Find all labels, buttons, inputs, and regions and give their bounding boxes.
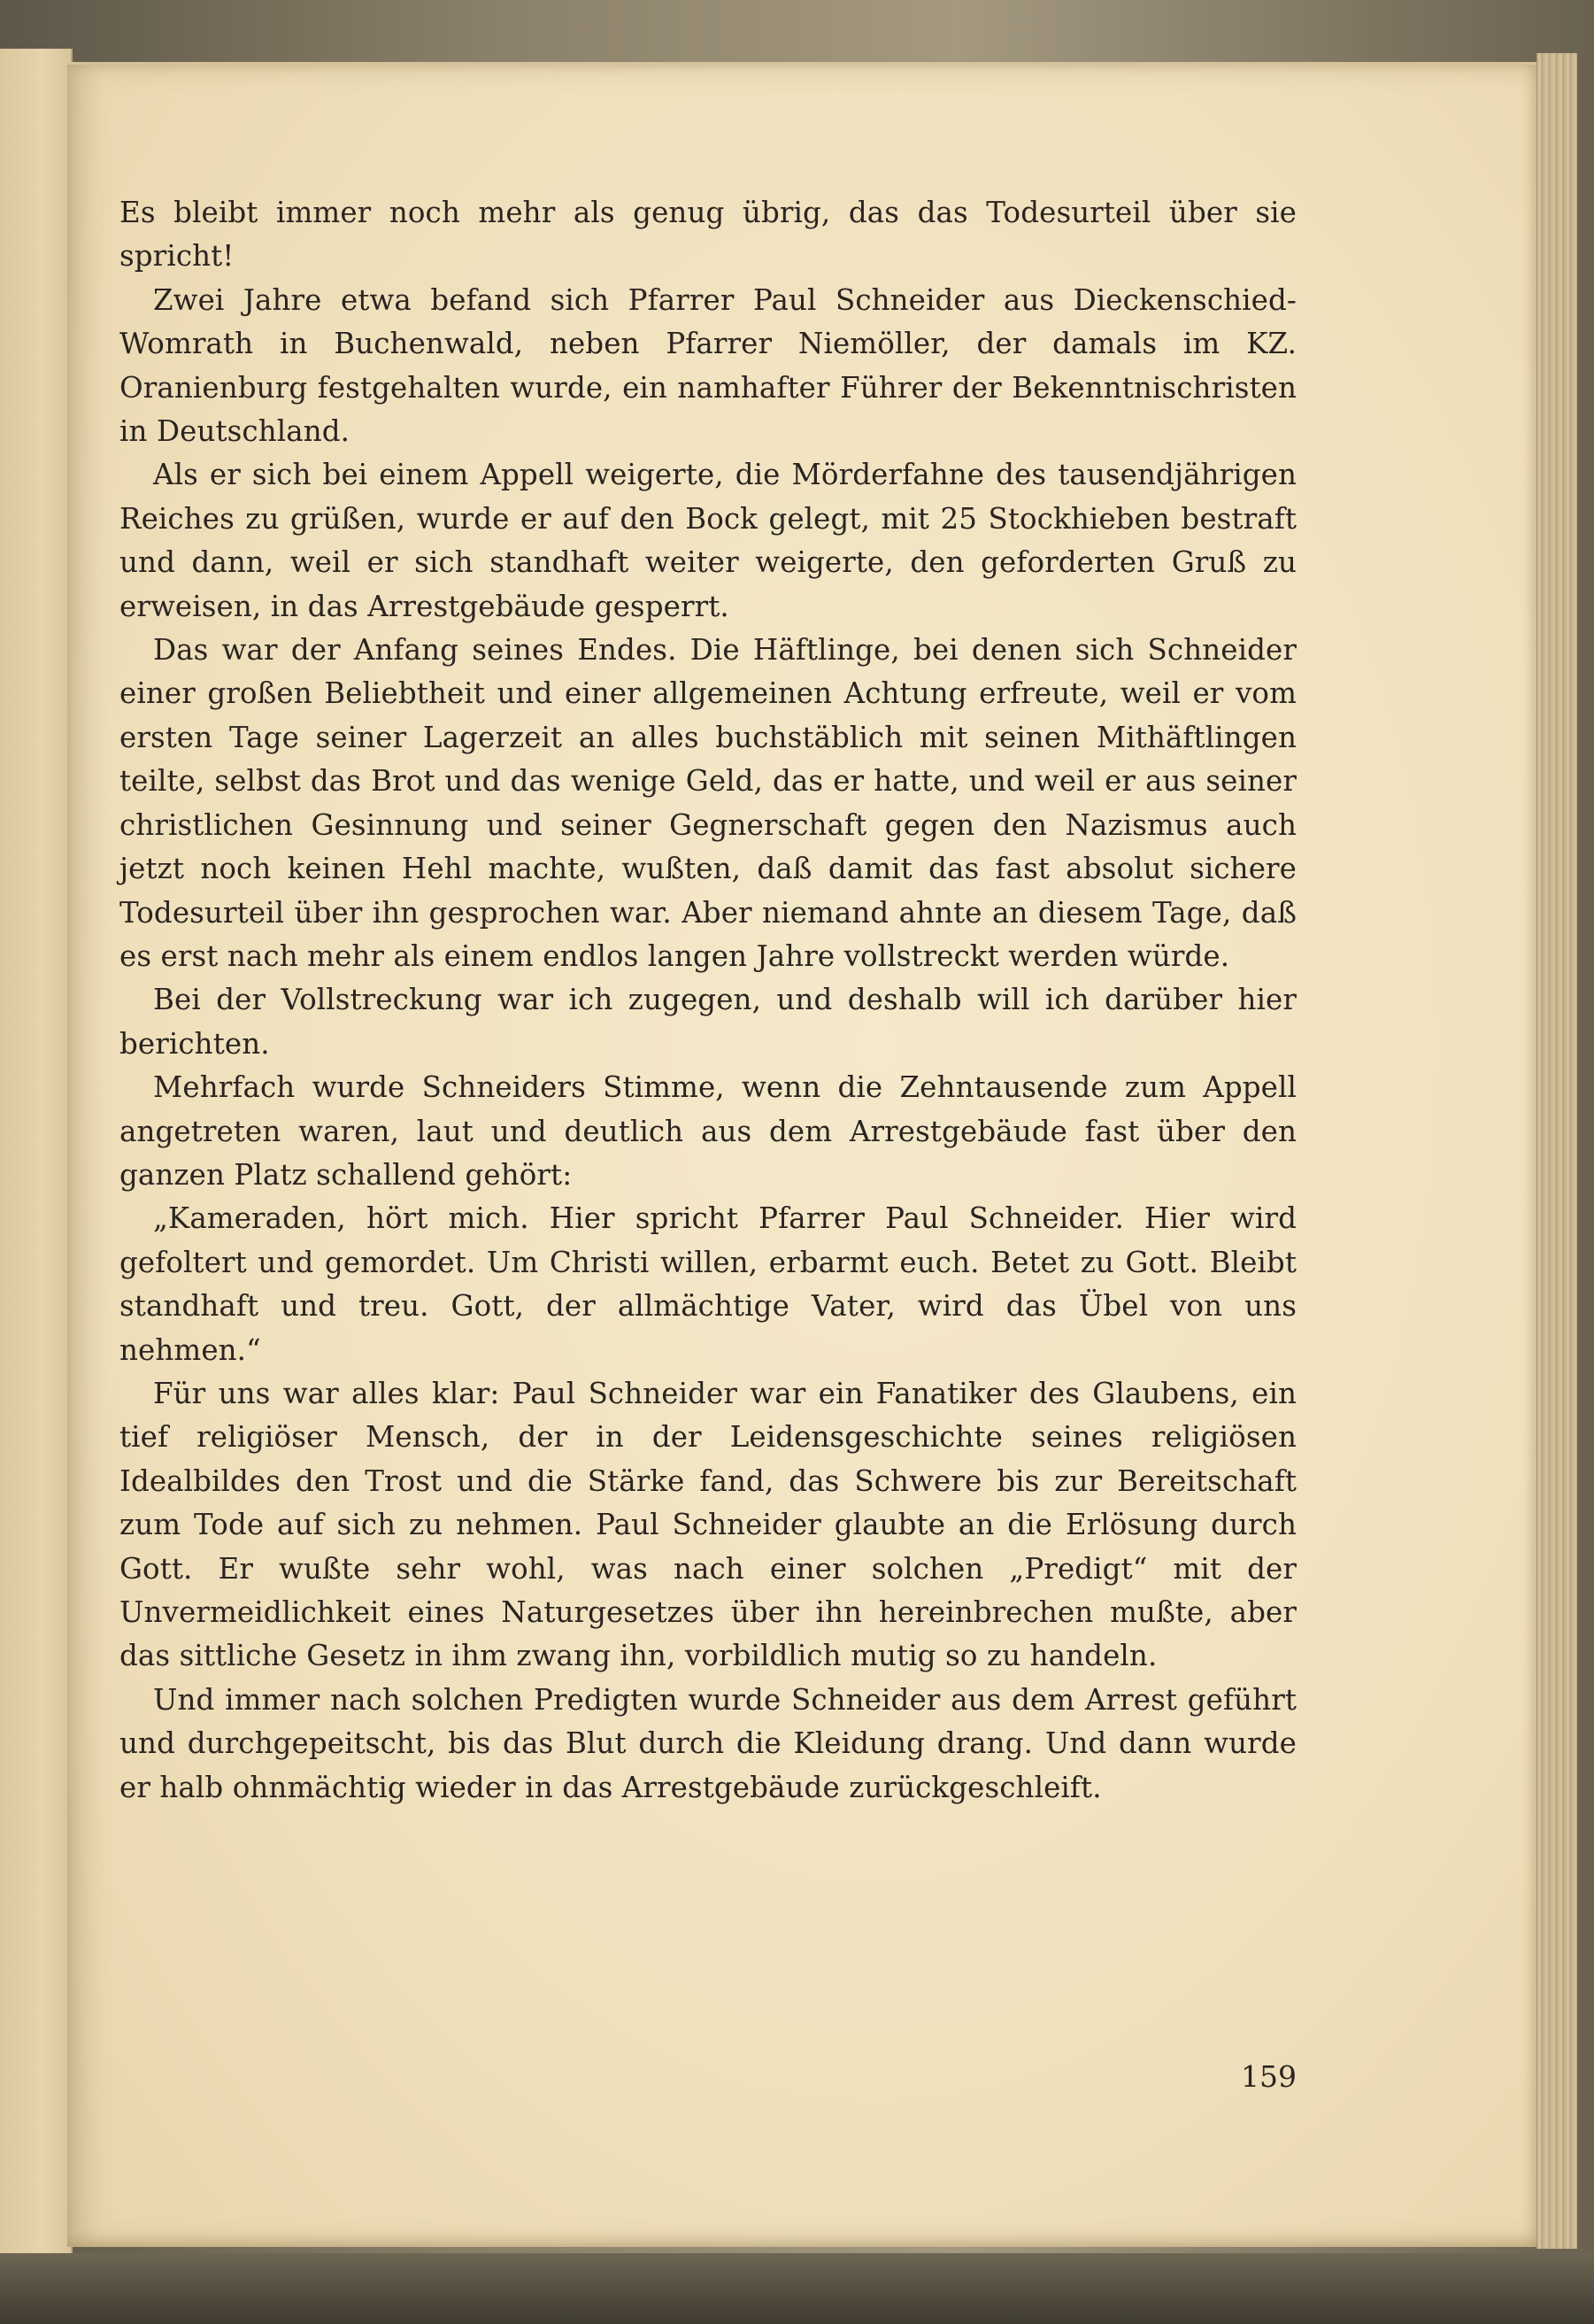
paragraph: Zwei Jahre etwa befand sich Pfarrer Paul Schneider aus Dieckenschied-Womrath in Buchenwald, neben Pfarrer Niemöller, der damals im KZ. Oranienburg festgehalten wurde, ein namhafter Führer der Bekenntnischristen in Deutschland.: [119, 282, 1297, 449]
paragraph: Das war der Anfang seines Endes. Die Häftlinge, bei denen sich Schneider einer großen Beliebtheit und einer allgemeinen Achtung erfreute, weil er vom ersten Tage seiner Lagerzeit an alles buchstäblich mit seinen Mithäftlingen teilte, selbst das Brot und das wenige Geld, das er hatte, und weil er aus seiner christlichen Gesinnung und seiner Gegnerschaft gegen den Nazismus auch jetzt noch keinen Hehl machte, wußten, daß damit das fast absolut sichere Todesurteil über ihn gesprochen war. Aber niemand ahnte an diesem Tage, daß es erst nach mehr als einem endlos langen Jahre vollstreckt werden würde.: [119, 633, 1297, 973]
paragraph: Es bleibt immer noch mehr als genug übrig, das das Todesurteil über sie spricht!: [119, 196, 1297, 274]
paragraph: Und immer nach solchen Predigten wurde Schneider aus dem Arrest geführt und durchgepeitscht, bis das Blut durch die Kleidung drang. Und dann wurde er halb ohnmächtig wieder in das Arrestgebäude zurückgeschleift.: [119, 1682, 1297, 1804]
previous-page-edge: [0, 49, 73, 2258]
paragraph: Bei der Vollstreckung war ich zugegen, und deshalb will ich darüber hier berichten.: [119, 983, 1297, 1061]
bottom-shadow: [0, 2253, 1594, 2324]
page-stack-edge: [1536, 53, 1577, 2249]
page-number: 159: [1241, 2059, 1297, 2094]
paragraph: Mehrfach wurde Schneiders Stimme, wenn die Zehntausende zum Appell angetreten waren, laut und deutlich aus dem Arrestgebäude fast über den ganzen Platz schallend gehört:: [119, 1070, 1297, 1192]
body-text: [119, 191, 1297, 1810]
paragraph: „Kameraden, hört mich. Hier spricht Pfarrer Paul Schneider. Hier wird gefoltert und gemordet. Um Christi willen, erbarmt euch. Betet zu Gott. Bleibt standhaft und treu. Gott, der allmächtige Vater, wird das Übel von uns nehmen.“: [119, 1201, 1297, 1367]
paragraph: Als er sich bei einem Appell weigerte, die Mörderfahne des tausendjährigen Reiches zu grüßen, wurde er auf den Bock gelegt, mit 25 Stockhieben bestraft und dann, weil er sich standhaft weiter weigerte, den geforderten Gruß zu erweisen, in das Arrestgebäude gesperrt.: [119, 458, 1297, 623]
paragraph: Für uns war alles klar: Paul Schneider war ein Fanatiker des Glaubens, ein tief religiöser Mensch, der in der Leidensgeschichte seines religiösen Idealbildes den Trost und die Stärke fand, das Schwere bis zur Bereitschaft zum Tode auf sich zu nehmen. Paul Schneider glaubte an die Erlösung durch Gott. Er wußte sehr wohl, was nach einer solchen „Predigt“ mit der Unvermeidlichkeit eines Naturgesetzes über ihn hereinbrechen mußte, aber das sittliche Gesetz in ihm zwang ihn, vorbildlich mutig so zu handeln.: [119, 1376, 1297, 1673]
